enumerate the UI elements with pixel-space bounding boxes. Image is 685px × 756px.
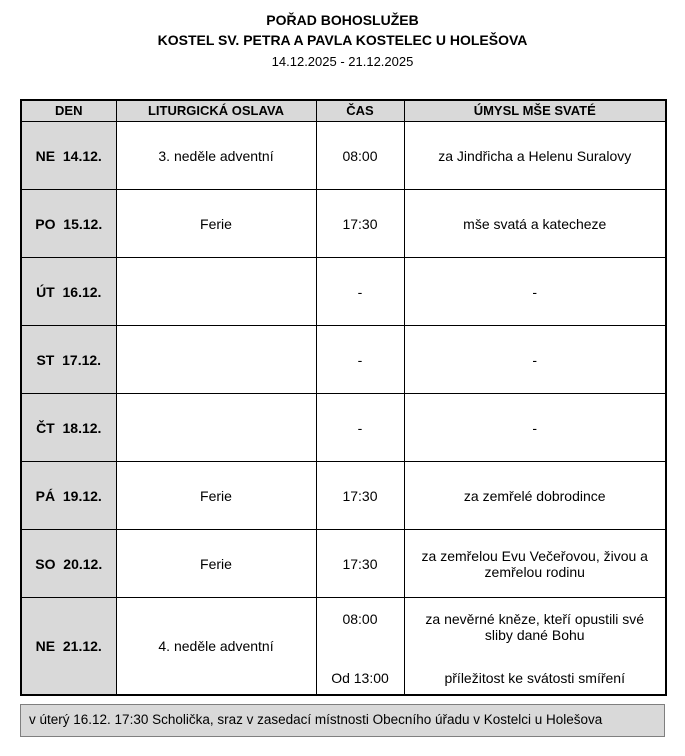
time-cell: 17:30 [316, 462, 404, 530]
intention-cell: za zemřelou Evu Večeřovou, živou a zemřelou rodinu [404, 530, 666, 598]
time-primary: 08:00 [342, 610, 378, 627]
time-cell: 17:30 [316, 190, 404, 258]
table-row [21, 326, 666, 394]
day-cell: ST 17.12. [21, 326, 116, 394]
page-subtitle: KOSTEL SV. PETRA A PAVLA KOSTELEC U HOLEŠOVA [157, 32, 528, 49]
celebration-cell [116, 258, 316, 326]
time-cell: - [316, 258, 404, 326]
column-header-time: ČAS [316, 100, 404, 122]
time-cell [316, 598, 404, 695]
table-row [21, 394, 666, 462]
celebration-cell [116, 394, 316, 462]
celebration-cell: 4. neděle adventní [116, 598, 316, 695]
day-cell: PÁ 19.12. [21, 462, 116, 530]
celebration-cell: Ferie [116, 190, 316, 258]
table-row [21, 530, 666, 598]
intention-cell [404, 598, 666, 695]
time-secondary: Od 13:00 [331, 669, 389, 686]
time-cell: 08:00 [316, 122, 404, 190]
intention-secondary: příležitost ke svátosti smíření [444, 669, 625, 686]
table-header-row [21, 100, 666, 122]
celebration-cell: 3. neděle adventní [116, 122, 316, 190]
date-range: 14.12.2025 - 21.12.2025 [271, 53, 414, 69]
day-cell: ČT 18.12. [21, 394, 116, 462]
day-cell: NE 14.12. [21, 122, 116, 190]
intention-cell: - [404, 258, 666, 326]
mass-schedule-table [20, 99, 667, 696]
intention-cell: mše svatá a katecheze [404, 190, 666, 258]
column-header-day: DEN [21, 100, 116, 122]
time-split [321, 601, 400, 691]
day-cell: ÚT 16.12. [21, 258, 116, 326]
day-cell: SO 20.12. [21, 530, 116, 598]
time-cell: 17:30 [316, 530, 404, 598]
celebration-cell [116, 326, 316, 394]
intention-primary: za nevěrné kněze, kteří opustili své sliby dané Bohu [425, 610, 645, 643]
table-row [21, 122, 666, 190]
page-title: POŘAD BOHOSLUŽEB [266, 12, 419, 28]
intention-cell: - [404, 326, 666, 394]
footer-note: v úterý 16.12. 17:30 Scholička, sraz v zasedací místnosti Obecního úřadu v Kostelci u Holešova [20, 704, 665, 738]
table-row [21, 462, 666, 530]
time-cell: - [316, 326, 404, 394]
time-cell: - [316, 394, 404, 462]
day-cell: PO 15.12. [21, 190, 116, 258]
intention-split [409, 601, 662, 691]
intention-cell: za zemřelé dobrodince [404, 462, 666, 530]
intention-cell: za Jindřicha a Helenu Suralovy [404, 122, 666, 190]
table-row [21, 190, 666, 258]
document-header [20, 10, 665, 69]
celebration-cell: Ferie [116, 530, 316, 598]
table-row [21, 258, 666, 326]
column-header-celebration: LITURGICKÁ OSLAVA [116, 100, 316, 122]
intention-cell: - [404, 394, 666, 462]
celebration-cell: Ferie [116, 462, 316, 530]
day-cell: NE 21.12. [21, 598, 116, 695]
column-header-intention: ÚMYSL MŠE SVATÉ [404, 100, 666, 122]
table-row [21, 598, 666, 695]
